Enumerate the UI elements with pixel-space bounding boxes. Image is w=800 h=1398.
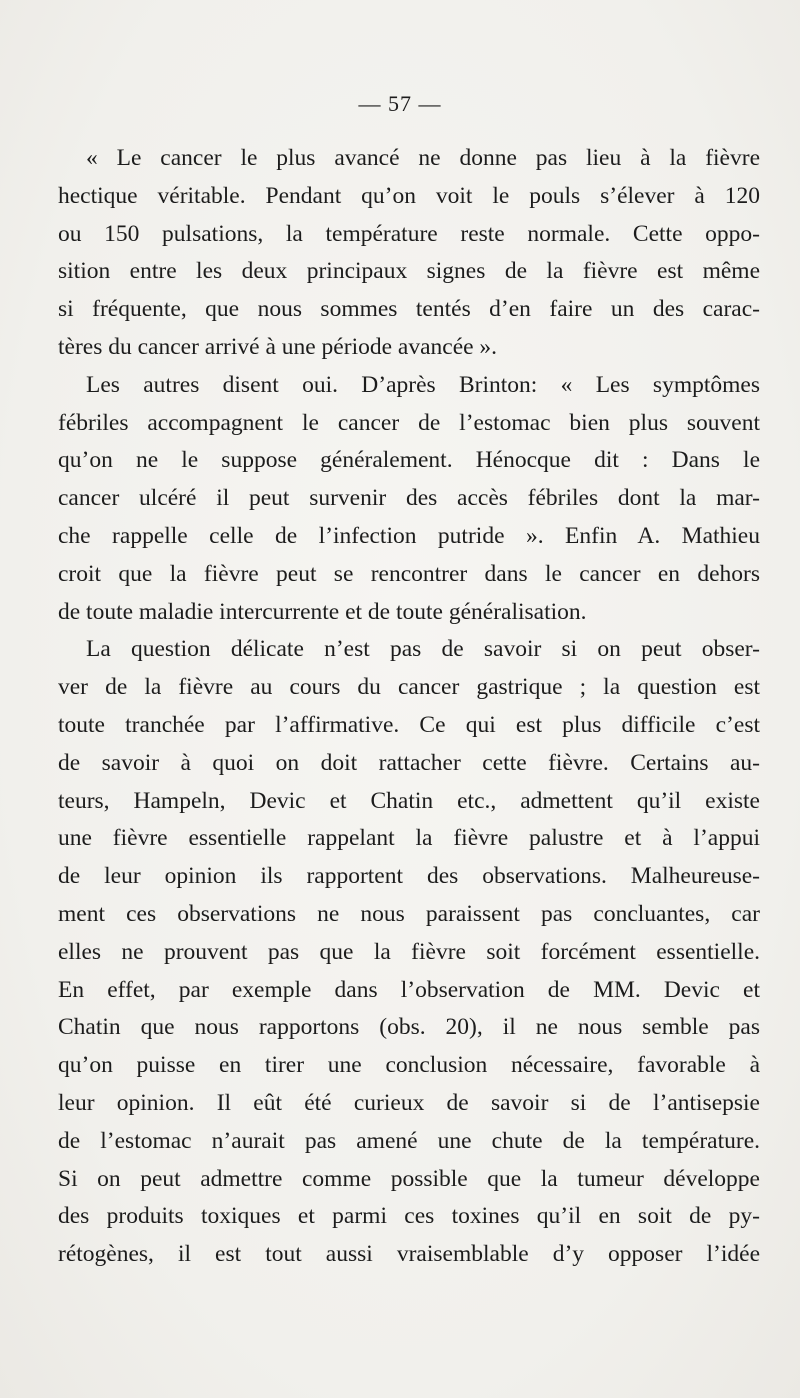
text-line: sition entre les deux principaux signes de la fièvre est même bbox=[58, 258, 760, 285]
text-line: Si on peut admettre comme possible que la tumeur développe bbox=[58, 1165, 760, 1192]
text-line: de l’estomac n’aurait pas amené une chute de la température. bbox=[58, 1127, 760, 1154]
text-line: des produits toxiques et parmi ces toxines qu’il en soit de py- bbox=[58, 1203, 760, 1230]
text-line: croit que la fièvre peut se rencontrer dans le cancer en dehors bbox=[58, 560, 760, 587]
text-line: toute tranchée par l’affirmative. Ce qui est plus difficile c’est bbox=[58, 711, 760, 738]
text-line: de savoir à quoi on doit rattacher cette fièvre. Certains au- bbox=[58, 749, 760, 776]
text-line: tères du cancer arrivé à une période avancée ». bbox=[58, 333, 498, 360]
text-line: leur opinion. Il eût été curieux de savoir si de l’antisepsie bbox=[58, 1089, 760, 1116]
text-line: ment ces observations ne nous paraissent pas concluantes, car bbox=[58, 900, 760, 927]
text-line: rétogènes, il est tout aussi vraisemblable d’y opposer l’idée bbox=[58, 1241, 760, 1268]
text-line: hectique véritable. Pendant qu’on voit le pouls s’élever à 120 bbox=[58, 182, 760, 209]
text-line: de toute maladie intercurrente et de toute généralisation. bbox=[58, 598, 587, 625]
text-line: ou 150 pulsations, la température reste normale. Cette oppo- bbox=[58, 220, 760, 247]
text-line: ver de la fièvre au cours du cancer gastrique ; la question est bbox=[58, 674, 760, 701]
text-line: Chatin que nous rapportons (obs. 20), il ne nous semble pas bbox=[58, 1014, 760, 1041]
text-line: En effet, par exemple dans l’observation de MM. Devic et bbox=[58, 976, 760, 1003]
text-line: une fièvre essentielle rappelant la fièvre palustre et à l’appui bbox=[58, 825, 760, 852]
text-line: fébriles accompagnent le cancer de l’estomac bien plus souvent bbox=[58, 409, 760, 436]
body-text bbox=[58, 140, 760, 1274]
text-line: elles ne prouvent pas que la fièvre soit forcément essentielle. bbox=[58, 938, 760, 965]
text-line: qu’on puisse en tirer une conclusion nécessaire, favorable à bbox=[58, 1052, 760, 1079]
page-number: — 57 — bbox=[358, 91, 442, 116]
text-line: cancer ulcéré il peut survenir des accès fébriles dont la mar- bbox=[58, 485, 760, 512]
text-line: de leur opinion ils rapportent des observations. Malheureuse- bbox=[58, 863, 760, 890]
text-line: La question délicate n’est pas de savoir si on peut obser- bbox=[86, 636, 760, 663]
text-line: si fréquente, que nous sommes tentés d’en faire un des carac- bbox=[58, 296, 760, 323]
text-line: qu’on ne le suppose généralement. Hénocque dit : Dans le bbox=[58, 447, 760, 474]
text-line: « Le cancer le plus avancé ne donne pas lieu à la fièvre bbox=[86, 145, 760, 171]
text-line: teurs, Hampeln, Devic et Chatin etc., admettent qu’il existe bbox=[58, 787, 760, 814]
text-line: che rappelle celle de l’infection putride ». Enfin A. Mathieu bbox=[58, 522, 760, 549]
text-line: Les autres disent oui. D’après Brinton: « Les symptômes bbox=[86, 371, 760, 398]
